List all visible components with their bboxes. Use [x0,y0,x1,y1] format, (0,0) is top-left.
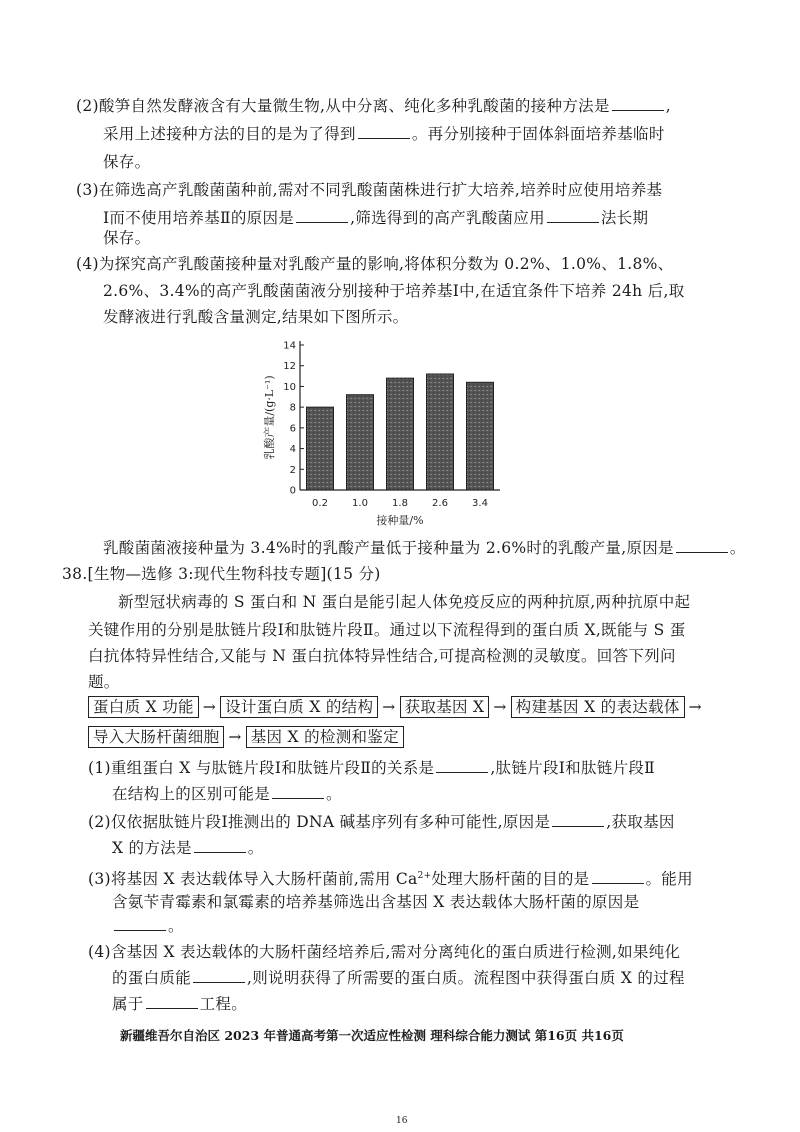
q4-line2: 2.6%、3.4%的高产乳酸菌菌液分别接种于培养基Ⅰ中,在适宜条件下培养 24h 后,取 [103,282,685,300]
y-tick-label: 10 [283,381,296,393]
flow-arrow: → [382,698,396,716]
x-tick-label: 1.0 [352,498,368,509]
flow-step-5: 导入大肠杆菌细胞 [88,726,224,748]
flow-step-1: 蛋白质 X 功能 [88,696,199,718]
q4-line1: (4)为探究高产乳酸菌接种量对乳酸产量的影响,将体积分数为 0.2%、1.0%、1.8%、 [76,255,674,273]
q2-line2: 采用上述接种方法的目的是为了得到 。再分别接种于固体斜面培养基临时 [103,125,665,143]
x-axis-label: 接种量/% [376,514,424,527]
y-tick-label: 0 [289,485,296,497]
q38-intro1: 新型冠状病毒的 S 蛋白和 N 蛋白是能引起人体免疫反应的两种抗原,两种抗原中起 [118,593,691,611]
q38-p1-line2: 在结构上的区别可能是 。 [112,785,342,803]
y-tick-label: 12 [283,361,296,373]
page-footer: 新疆维吾尔自治区 2023 年普通高考第一次适应性检测 理科综合能力测试 第16页 共16页 [120,1028,624,1043]
answer-blank[interactable] [146,994,198,1009]
x-tick-label: 1.8 [392,498,408,509]
x-tick-label: 3.4 [472,498,488,509]
q38-p4-line3: 属于 工程。 [112,995,248,1013]
answer-blank[interactable] [612,96,664,111]
q38-p3-line2: 含氨苄青霉素和氯霉素的培养基筛选出含基因 X 表达载体大肠杆菌的原因是 [112,893,640,911]
q3-line3: 保存。 [103,229,151,247]
answer-blank[interactable] [592,869,644,884]
y-axis-label: 乳酸产量/(g·L⁻¹) [263,375,276,460]
q38-p1-line1: (1)重组蛋白 X 与肽链片段Ⅰ和肽链片段Ⅱ的关系是 ,肽链片段Ⅰ和肽链片段Ⅱ [88,759,655,777]
lactic-acid-bar-chart [255,330,515,530]
answer-blank[interactable] [436,758,488,773]
answer-blank[interactable] [552,812,604,827]
answer-blank[interactable] [547,208,599,223]
answer-blank[interactable] [272,784,324,799]
q38-p3-line1: (3)将基因 X 表达载体导入大肠杆菌前,需用 $Ca^{2+}$处理大肠杆菌的目的是 。能用 [88,870,693,889]
q38-intro2: 关键作用的分别是肽链片段Ⅰ和肽链片段Ⅱ。通过以下流程得到的蛋白质 X,既能与 S 蛋 [88,621,686,639]
y-tick-label: 2 [289,464,296,476]
bar-1.0 [347,395,374,490]
q38-p2-line1: (2)仅依据肽链片段Ⅰ推测出的 DNA 碱基序列有多种可能性,原因是 ,获取基因 [88,813,675,831]
q38-p4-line2: 的蛋白质能 ,则说明获得了所需要的蛋白质。流程图中获得蛋白质 X 的过程 [112,969,685,987]
answer-blank[interactable] [676,538,728,553]
answer-blank[interactable] [193,968,245,983]
bar-0.2 [307,407,334,490]
q3-line2: Ⅰ而不使用培养基Ⅱ的原因是 ,筛选得到的高产乳酸菌应用 法长期 [103,209,649,227]
bar-1.8 [387,378,414,490]
y-tick-label: 14 [283,340,296,352]
flow-step-2: 设计蛋白质 X 的结构 [220,696,378,718]
y-tick-label: 8 [289,402,296,414]
q38-intro3: 白抗体特异性结合,又能与 N 蛋白抗体特异性结合,可提高检测的灵敏度。回答下列问 [88,647,676,665]
bar-2.6 [427,374,454,490]
answer-blank[interactable] [114,916,166,931]
flow-arrow: → [493,698,507,716]
q38-header: 38.[生物—选修 3:现代生物科技专题](15 分) [62,565,381,583]
q38-p3-line3: 。 [112,916,184,936]
bar-3.4 [467,382,494,490]
q38-p4-line1: (4)含基因 X 表达载体的大肠杆菌经培养后,需对分离纯化的蛋白质进行检测,如果纯化 [88,943,681,961]
answer-blank[interactable] [296,208,348,223]
answer-blank[interactable] [194,838,246,853]
flow-row-1 [88,696,706,718]
flow-arrow: → [228,728,242,746]
flow-arrow: → [202,698,217,716]
q2-line1: (2)酸笋自然发酵液含有大量微生物,从中分离、纯化多种乳酸菌的接种方法是 , [76,97,671,115]
flow-step-6: 基因 X 的检测和鉴定 [246,726,404,748]
flow-arrow: → [688,698,702,716]
q4-line3: 发酵液进行乳酸含量测定,结果如下图所示。 [103,308,409,326]
q38-p2-line2: X 的方法是 。 [112,839,264,857]
y-tick-label: 4 [289,444,296,456]
q38-intro4: 题。 [88,673,120,691]
q4-after: 乳酸菌菌液接种量为 3.4%时的乳酸产量低于接种量为 2.6%时的乳酸产量,原因是 。 [103,539,746,557]
flow-step-4: 构建基因 X 的表达载体 [511,696,685,718]
page-number: 16 [396,1116,408,1126]
flow-step-3: 获取基因 X [400,696,490,718]
x-tick-label: 0.2 [312,498,328,509]
q3-line1: (3)在筛选高产乳酸菌菌种前,需对不同乳酸菌菌株进行扩大培养,培养时应使用培养基 [76,181,663,199]
q2-line3: 保存。 [103,153,151,171]
answer-blank[interactable] [358,124,410,139]
y-tick-label: 6 [289,423,296,435]
flow-row-2 [88,726,404,748]
x-tick-label: 2.6 [432,498,448,509]
